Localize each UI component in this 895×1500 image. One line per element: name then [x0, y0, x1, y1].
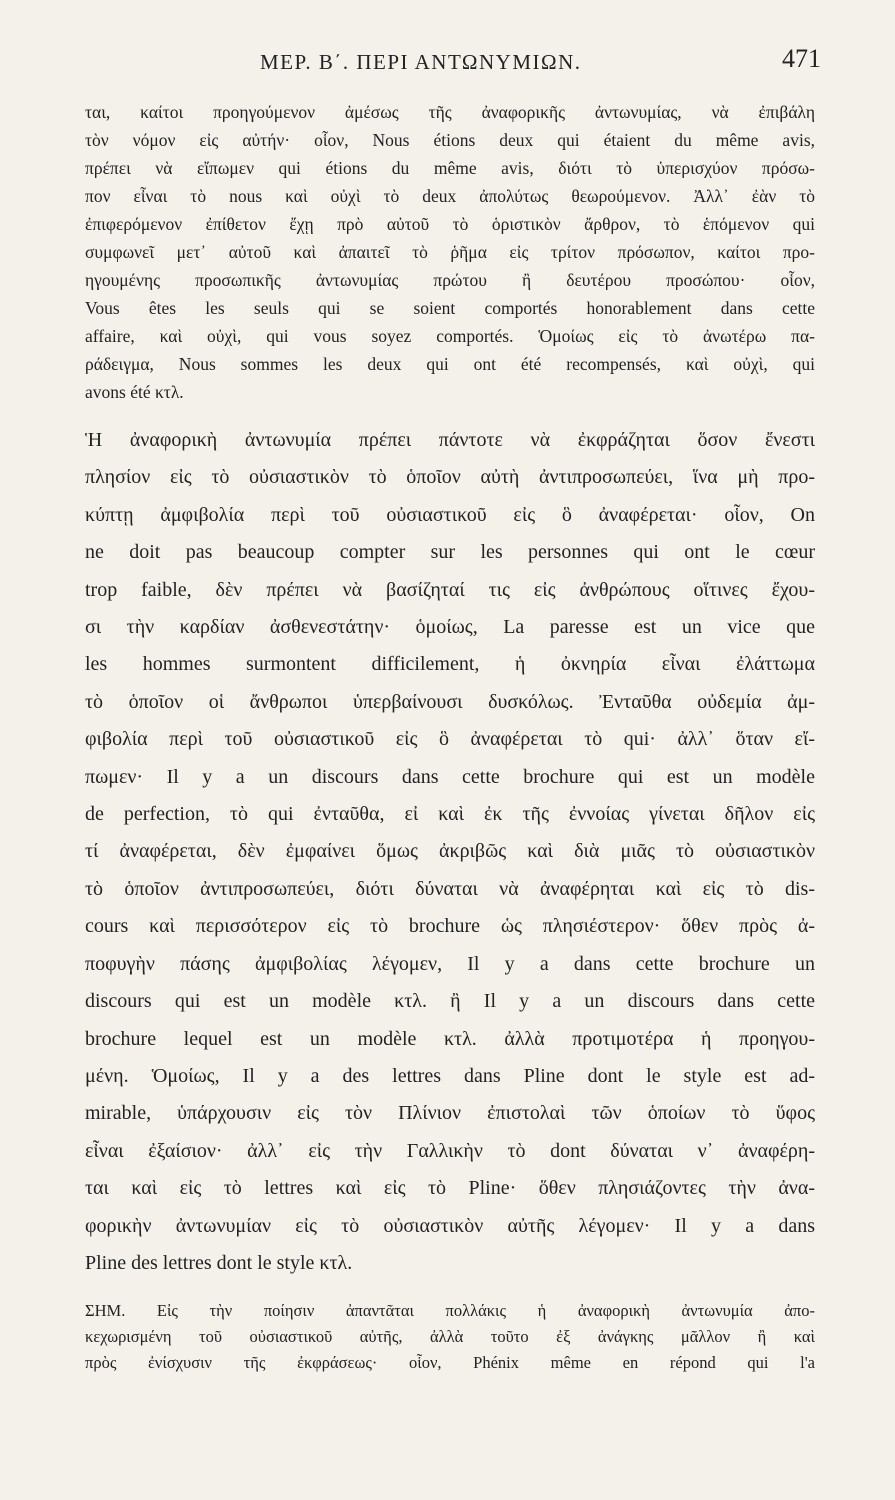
- text-line: ται, καίτοι προηγούμενον ἀμέσως τῆς ἀναφορικῆς ἀντωνυμίας, νὰ ἐπιβάλη: [85, 102, 815, 122]
- text-line: mirable, ὑπάρχουσιν εἰς τὸν Πλίνιον ἐπιστολαὶ τῶν ὁποίων τὸ ὕφος: [85, 1102, 815, 1125]
- text-line: ne doit pas beaucoup compter sur les personnes qui ont le cœur: [85, 541, 815, 564]
- text-line: μένη. Ὁμοίως, Il y a des lettres dans Pline dont le style est ad-: [85, 1064, 815, 1087]
- text-line: Pline des lettres dont le style κτλ.: [85, 1251, 353, 1274]
- text-line: πρὸς ἐνίσχυσιν τῆς ἐκφράσεως· οἷον, Phénix même en répond qui l'a: [85, 1353, 815, 1373]
- text-line: brochure lequel est un modèle κτλ. ἀλλὰ προτιμοτέρα ἡ προηγου-: [85, 1027, 815, 1050]
- text-line: Vous êtes les seuls qui se soient comportés honorablement dans cette: [85, 298, 815, 318]
- text-line: πον εἶναι τὸ nous καὶ οὐχὶ τὸ deux ἀπολύτως θεωρούμενον. Ἀλλ᾽ ἐὰν τὸ: [85, 186, 815, 206]
- text-line: trop faible, δὲν πρέπει νὰ βασίζηταί τις εἰς ἀνθρώπους οἵτινες ἔχου-: [85, 578, 815, 601]
- text-line: πλησίον εἰς τὸ οὐσιαστικὸν τὸ ὁποῖον αὐτὴ ἀντιπροσωπεύει, ἵνα μὴ προ-: [85, 466, 815, 489]
- text-line: discours qui est un modèle κτλ. ἢ Il y a un discours dans cette: [85, 990, 815, 1013]
- paragraph-1: [85, 98, 815, 406]
- text-line: τὸ ὁποῖον ἀντιπροσωπεύει, διότι δύναται νὰ ἀναφέρηται καὶ εἰς τὸ dis-: [85, 877, 815, 900]
- text-line: πρέπει νὰ εἴπωμεν qui étions du même avis, διότι τὸ ὑπερισχύον πρόσω-: [85, 158, 815, 178]
- paragraph-2: [85, 422, 815, 1282]
- text-line: affaire, καὶ οὐχὶ, qui vous soyez comportés. Ὁμοίως εἰς τὸ ἀνωτέρω πα-: [85, 326, 815, 346]
- text-line: ΣΗΜ. Εἰς τὴν ποίησιν ἀπαντᾶται πολλάκις ἡ ἀναφορικὴ ἀντωνυμία ἀπο-: [85, 1301, 815, 1321]
- page-number: 471: [782, 44, 821, 73]
- text-line: ηγουμένης προσωπικῆς ἀντωνυμίας πρώτου ἢ δευτέρου προσώπου· οἷον,: [85, 270, 815, 290]
- text-line: πωμεν· Il y a un discours dans cette brochure qui est un modèle: [85, 765, 815, 788]
- text-line: ἐπιφερόμενον ἐπίθετον ἔχῃ πρὸ αὐτοῦ τὸ ὁριστικὸν ἄρθρον, τὸ ἑπόμενον qui: [85, 214, 815, 234]
- text-line: Ἡ ἀναφορικὴ ἀντωνυμία πρέπει πάντοτε νὰ ἐκφράζηται ὅσον ἔνεστι: [85, 429, 815, 451]
- text-line: ποφυγὴν πάσης ἀμφιβολίας λέγομεν, Il y a dans cette brochure un: [85, 952, 815, 975]
- text-line: cours καὶ περισσότερον εἰς τὸ brochure ὡς πλησιέστερον· ὅθεν πρὸς ἀ-: [85, 915, 815, 938]
- text-line: κύπτῃ ἀμφιβολία περὶ τοῦ οὐσιαστικοῦ εἰς ὃ ἀναφέρεται· οἷον, On: [85, 503, 815, 526]
- text-line: συμφωνεῖ μετ᾽ αὐτοῦ καὶ ἀπαιτεῖ τὸ ῥῆμα εἰς τρίτον πρόσωπον, καίτοι προ-: [85, 242, 815, 262]
- note-paragraph: [85, 1298, 815, 1376]
- text-line: de perfection, τὸ qui ἐνταῦθα, εἰ καὶ ἐκ τῆς ἐννοίας γίνεται δῆλον εἰς: [85, 803, 815, 826]
- running-head: [85, 38, 821, 98]
- text-line: τὸν νόμον εἰς αὐτήν· οἷον, Nous étions deux qui étaient du même avis,: [85, 130, 815, 150]
- text-line: avons été κτλ.: [85, 382, 184, 402]
- text-line: τὸ ὁποῖον οἱ ἄνθρωποι ὑπερβαίνουσι δυσκόλως. Ἐνταῦθα οὐδεμία ἀμ-: [85, 690, 815, 713]
- text-line: σι τὴν καρδίαν ἀσθενεστάτην· ὁμοίως, La paresse est un vice que: [85, 616, 815, 639]
- text-line: φιβολία περὶ τοῦ οὐσιαστικοῦ εἰς ὃ ἀναφέρεται τὸ qui· ἀλλ᾽ ὅταν εἴ-: [85, 728, 815, 751]
- text-line: les hommes surmontent difficilement, ἡ ὀκνηρία εἶναι ἐλάττωμα: [85, 653, 815, 676]
- text-line: φορικὴν ἀντωνυμίαν εἰς τὸ οὐσιαστικὸν αὐτῆς λέγομεν· Il y a dans: [85, 1214, 815, 1237]
- text-line: ράδειγμα, Nous sommes les deux qui ont été recompensés, καὶ οὐχὶ, qui: [85, 354, 815, 374]
- text-line: ται καὶ εἰς τὸ lettres καὶ εἰς τὸ Pline· ὅθεν πλησιάζοντες τὴν ἀνα-: [85, 1177, 815, 1200]
- text-line: τί ἀναφέρεται, δὲν ἐμφαίνει ὅμως ἀκριβῶς καὶ διὰ μιᾶς τὸ οὐσιαστικὸν: [85, 840, 815, 863]
- text-line: εἶναι ἐξαίσιον· ἀλλ᾽ εἰς τὴν Γαλλικὴν τὸ dont δύναται ν᾽ ἀναφέρη-: [85, 1139, 815, 1162]
- text-line: κεχωρισμένη τοῦ οὐσιαστικοῦ αὐτῆς, ἀλλὰ τοῦτο ἐξ ἀνάγκης μᾶλλον ἢ καὶ: [85, 1327, 815, 1347]
- running-title: ΜΕΡ. Β΄. ΠΕΡΙ ΑΝΤΩΝΥΜΙΩΝ.: [260, 50, 582, 74]
